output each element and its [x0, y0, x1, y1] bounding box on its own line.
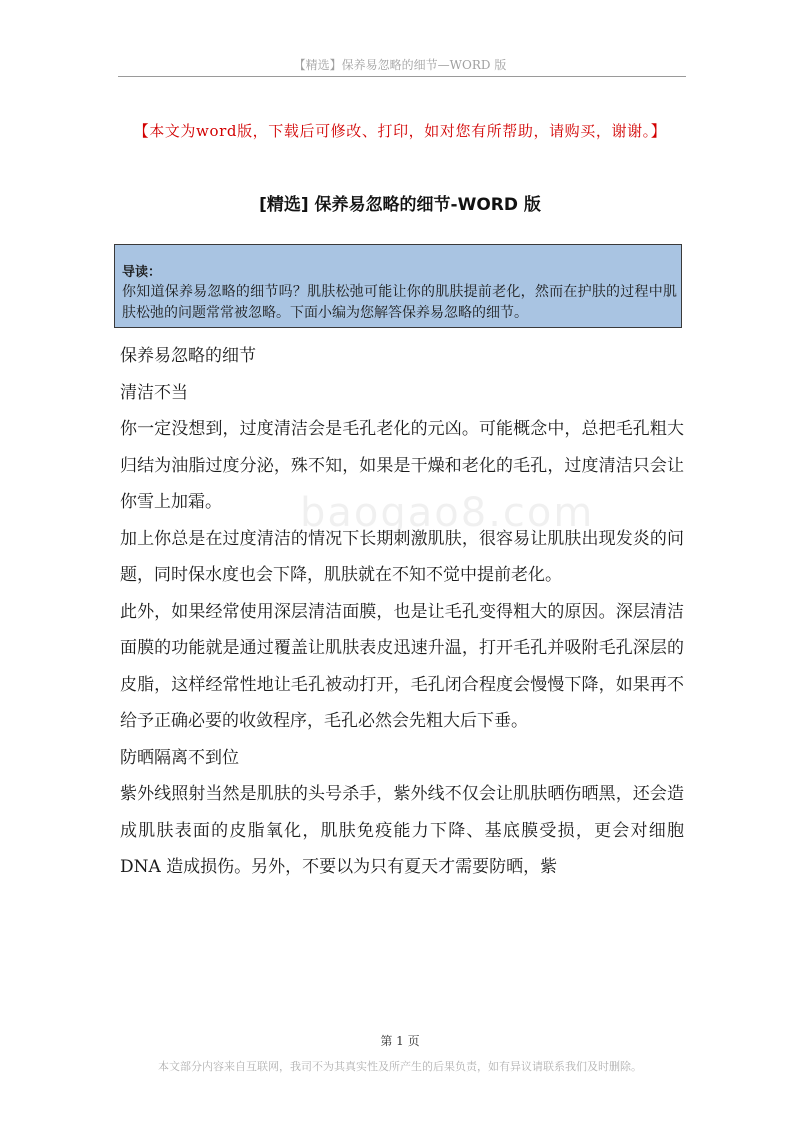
document-body [120, 338, 684, 886]
section-heading: 保养易忽略的细节 [120, 346, 256, 366]
intro-box [114, 244, 682, 328]
intro-text: 你知道保养易忽略的细节吗？肌肤松弛可能让你的肌肤提前老化，然而在护肤的过程中肌肤松弛的问题常常被忽略。下面小编为您解答保养易忽略的细节。 [122, 284, 677, 321]
intro-label: 导读： [122, 265, 162, 280]
watermark: baogao8.com [300, 490, 595, 536]
page-header-title: 【精选】保养易忽略的细节—WORD 版 [293, 58, 507, 72]
document-title: [精选] 保养易忽略的细节-WORD 版 [259, 195, 541, 215]
footer-disclaimer: 本文部分内容来自互联网，我司不为其真实性及所产生的后果负责，如有异议请联系我们及时删除。 [158, 1060, 642, 1073]
subheading: 清洁不当 [120, 382, 188, 403]
download-notice: 【本文为word版，下载后可修改、打印，如对您有所帮助，请购买，谢谢。】 [133, 122, 667, 140]
paragraph: 加上你总是在过度清洁的情况下长期刺激肌肤，很容易让肌肤出现发炎的问题，同时保水度也会下降，肌肤就在不知不觉中提前老化。 [120, 528, 684, 585]
paragraph: 紫外线照射当然是肌肤的头号杀手，紫外线不仅会让肌肤晒伤晒黑，还会造成肌肤表面的皮脂氧化，肌肤免疫能力下降、基底膜受损，更会对细胞 DNA 造成损伤。另外，不要以为只有夏天才需要防晒，紫 [120, 784, 684, 877]
paragraph: 你一定没想到，过度清洁会是毛孔老化的元凶。可能概念中，总把毛孔粗大归结为油脂过度分泌，殊不知，如果是干燥和老化的毛孔，过度清洁只会让你雪上加霜。 [120, 419, 684, 512]
paragraph: 此外，如果经常使用深层清洁面膜，也是让毛孔变得粗大的原因。深层清洁面膜的功能就是通过覆盖让肌肤表皮迅速升温，打开毛孔并吸附毛孔深层的皮脂，这样经常性地让毛孔被动打开，毛孔闭合程度会慢慢下降，如果再不给予正确必要的收敛程序，毛孔必然会先粗大后下垂。 [120, 601, 684, 731]
header-divider [118, 76, 686, 77]
subheading: 防晒隔离不到位 [120, 747, 239, 768]
page-number: 第 1 页 [380, 1034, 420, 1048]
